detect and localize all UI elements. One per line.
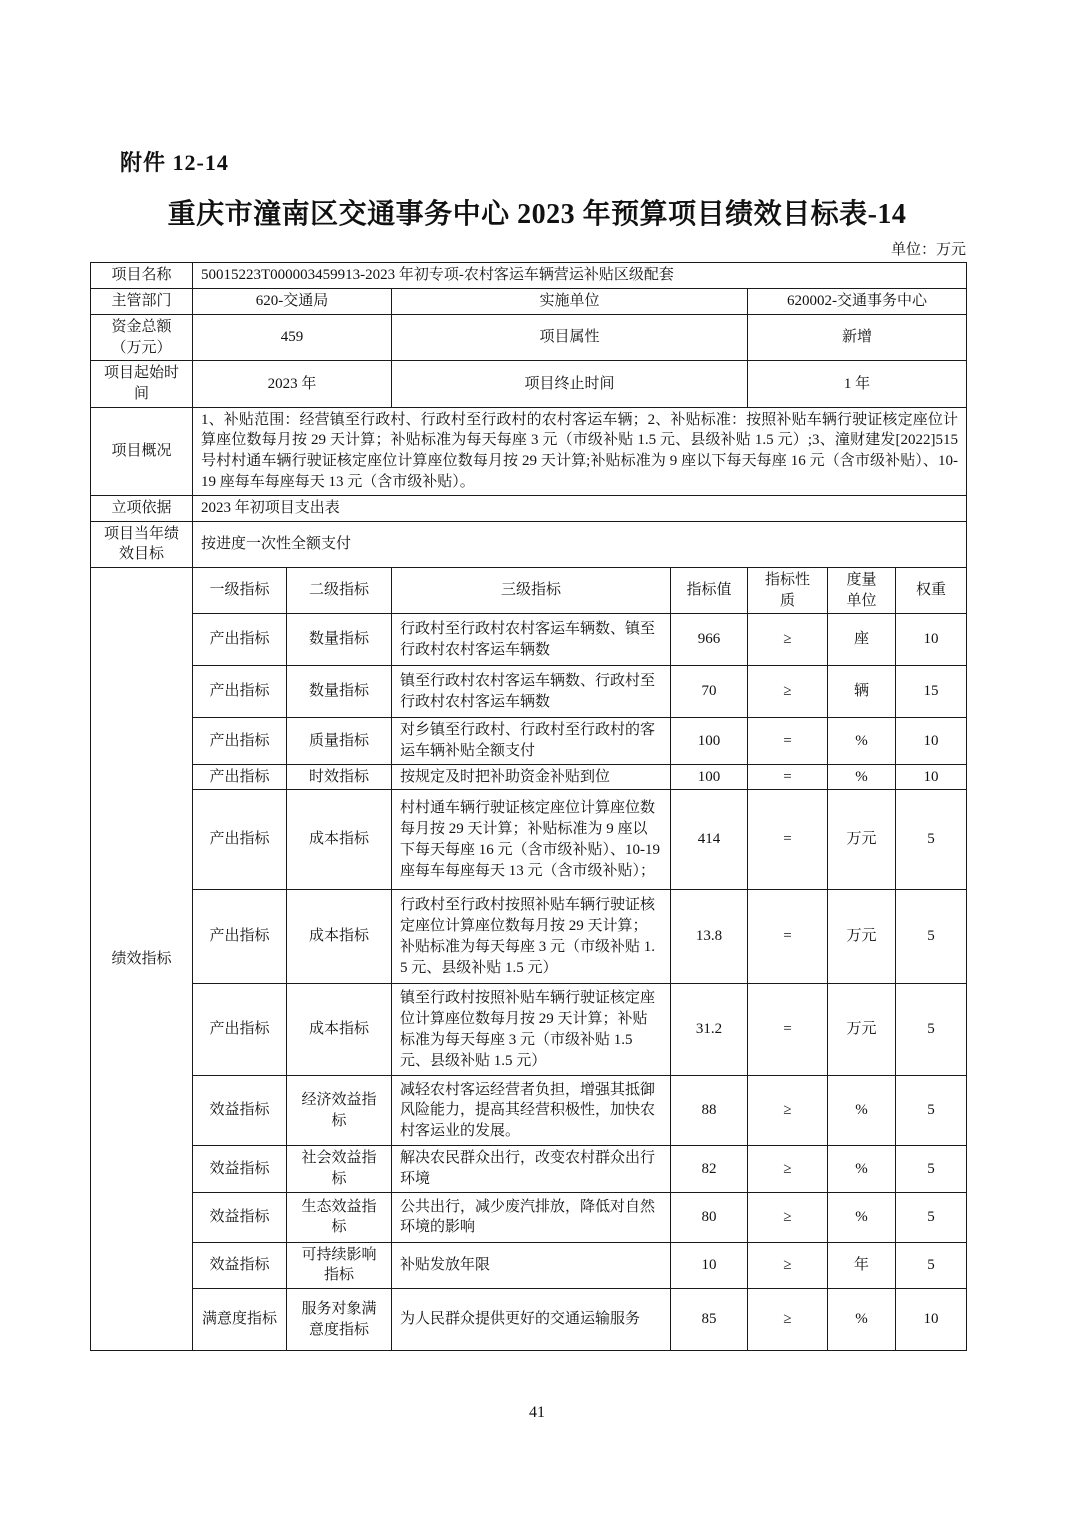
indicator-row (91, 790, 967, 890)
cell-level2: 成本指标 (287, 790, 392, 890)
cell-level3: 解决农民群众出行，改变农村群众出行环境 (392, 1146, 671, 1192)
cell-unit: % (828, 1146, 896, 1192)
cell-unit: % (828, 718, 896, 764)
cell-level1: 产出指标 (193, 718, 287, 764)
cell-level1: 产出指标 (193, 984, 287, 1076)
cell-unit: % (828, 1076, 896, 1146)
indicator-row (91, 1192, 967, 1242)
end-label: 项目终止时间 (392, 361, 748, 407)
cell-level2: 成本指标 (287, 890, 392, 984)
indicator-row (91, 984, 967, 1076)
cell-weight: 10 (896, 614, 967, 666)
impl-label: 实施单位 (392, 289, 748, 315)
unit-note: 单位：万元 (890, 242, 966, 258)
cell-level1: 产出指标 (193, 764, 287, 790)
overview-label: 项目概况 (91, 407, 193, 495)
cell-level2: 可持续影响指标 (287, 1242, 392, 1288)
cell-level3: 镇至行政村按照补贴车辆行驶证核定座位计算座位数每月按 29 天计算；补贴标准为每天每座 3 元（市级补贴 1.5 元、县级补贴 1.5 元） (392, 984, 671, 1076)
cell-weight: 5 (896, 1146, 967, 1192)
cell-level3: 按规定及时把补助资金补贴到位 (392, 764, 671, 790)
cell-level1: 产出指标 (193, 890, 287, 984)
header-value: 指标值 (671, 567, 748, 613)
fund-label: 资金总额（万元） (91, 315, 193, 361)
cell-level1: 产出指标 (193, 790, 287, 890)
cell-value: 13.8 (671, 890, 748, 984)
row-basis (91, 495, 967, 521)
cell-level1: 产出指标 (193, 614, 287, 666)
cell-level2: 数量指标 (287, 614, 392, 666)
row-dates (91, 361, 967, 407)
goal-value: 按进度一次性全额支付 (193, 521, 967, 567)
fund-value: 459 (193, 315, 392, 361)
row-overview (91, 407, 967, 495)
start-label: 项目起始时间 (91, 361, 193, 407)
cell-unit: 万元 (828, 890, 896, 984)
cell-level2: 社会效益指标 (287, 1146, 392, 1192)
cell-value: 966 (671, 614, 748, 666)
cell-unit: 辆 (828, 666, 896, 718)
cell-nature: = (748, 984, 828, 1076)
cell-nature: ≥ (748, 1192, 828, 1242)
row-goal (91, 521, 967, 567)
cell-value: 88 (671, 1076, 748, 1146)
cell-level3: 公共出行，减少废汽排放，降低对自然环境的影响 (392, 1192, 671, 1242)
attr-label: 项目属性 (392, 315, 748, 361)
cell-value: 80 (671, 1192, 748, 1242)
cell-value: 414 (671, 790, 748, 890)
cell-weight: 5 (896, 1242, 967, 1288)
basis-value: 2023 年初项目支出表 (193, 495, 967, 521)
cell-weight: 10 (896, 764, 967, 790)
cell-level2: 生态效益指标 (287, 1192, 392, 1242)
cell-unit: % (828, 764, 896, 790)
page-title: 重庆市潼南区交通事务中心 2023 年预算项目绩效目标表-14 (167, 199, 907, 230)
cell-unit: 座 (828, 614, 896, 666)
indicator-row (91, 614, 967, 666)
cell-level2: 数量指标 (287, 666, 392, 718)
indicator-row (91, 718, 967, 764)
cell-value: 100 (671, 764, 748, 790)
cell-level1: 效益指标 (193, 1076, 287, 1146)
header-nature: 指标性质 (748, 567, 828, 613)
cell-level1: 满意度指标 (193, 1289, 287, 1351)
cell-unit: % (828, 1192, 896, 1242)
cell-level1: 效益指标 (193, 1192, 287, 1242)
cell-level3: 减轻农村客运经营者负担，增强其抵御风险能力，提高其经营积极性，加快农村客运业的发展。 (392, 1076, 671, 1146)
cell-weight: 5 (896, 1192, 967, 1242)
cell-weight: 5 (896, 984, 967, 1076)
header-unit: 度量单位 (828, 567, 896, 613)
cell-nature: ≥ (748, 1242, 828, 1288)
indicator-row (91, 1076, 967, 1146)
header-level3: 三级指标 (392, 567, 671, 613)
attr-value: 新增 (748, 315, 967, 361)
cell-weight: 10 (896, 718, 967, 764)
impl-value: 620002-交通事务中心 (748, 289, 967, 315)
cell-level3: 行政村至行政村按照补贴车辆行驶证核定座位计算座位数每月按 29 天计算；补贴标准为每天每座 3 元（市级补贴 1.5 元、县级补贴 1.5 元） (392, 890, 671, 984)
cell-weight: 15 (896, 666, 967, 718)
basis-label: 立项依据 (91, 495, 193, 521)
indicator-row (91, 666, 967, 718)
page-number: 41 (529, 1404, 545, 1421)
cell-unit: 年 (828, 1242, 896, 1288)
cell-level3: 镇至行政村农村客运车辆数、行政村至行政村农村客运车辆数 (392, 666, 671, 718)
cell-weight: 10 (896, 1289, 967, 1351)
cell-weight: 5 (896, 790, 967, 890)
header-weight: 权重 (896, 567, 967, 613)
header-level1: 一级指标 (193, 567, 287, 613)
project-name-value: 50015223T000003459913-2023 年初专项-农村客运车辆营运补贴区级配套 (193, 263, 967, 289)
indicator-row (91, 1242, 967, 1288)
indicator-row (91, 1289, 967, 1351)
cell-level1: 效益指标 (193, 1242, 287, 1288)
cell-weight: 5 (896, 890, 967, 984)
cell-level2: 质量指标 (287, 718, 392, 764)
cell-value: 10 (671, 1242, 748, 1288)
cell-level1: 产出指标 (193, 666, 287, 718)
cell-level2: 时效指标 (287, 764, 392, 790)
cell-unit: % (828, 1289, 896, 1351)
indicator-row (91, 764, 967, 790)
cell-level1: 效益指标 (193, 1146, 287, 1192)
dept-value: 620-交通局 (193, 289, 392, 315)
cell-nature: ≥ (748, 614, 828, 666)
cell-nature: = (748, 718, 828, 764)
cell-value: 70 (671, 666, 748, 718)
cell-unit: 万元 (828, 984, 896, 1076)
start-value: 2023 年 (193, 361, 392, 407)
cell-value: 82 (671, 1146, 748, 1192)
end-value: 1 年 (748, 361, 967, 407)
cell-nature: = (748, 790, 828, 890)
cell-unit: 万元 (828, 790, 896, 890)
cell-level2: 经济效益指标 (287, 1076, 392, 1146)
dept-label: 主管部门 (91, 289, 193, 315)
cell-weight: 5 (896, 1076, 967, 1146)
cell-nature: ≥ (748, 666, 828, 718)
cell-level3: 为人民群众提供更好的交通运输服务 (392, 1289, 671, 1351)
cell-nature: = (748, 890, 828, 984)
goal-label: 项目当年绩效目标 (91, 521, 193, 567)
project-name-label: 项目名称 (91, 263, 193, 289)
cell-level2: 成本指标 (287, 984, 392, 1076)
attachment-label: 附件 12-14 (120, 150, 229, 175)
cell-level3: 行政村至行政村农村客运车辆数、镇至行政村农村客运车辆数 (392, 614, 671, 666)
header-level2: 二级指标 (287, 567, 392, 613)
row-fund (91, 315, 967, 361)
cell-nature: = (748, 764, 828, 790)
indicators-section-label: 绩效指标 (91, 567, 193, 1350)
indicator-row (91, 1146, 967, 1192)
cell-level3: 补贴发放年限 (392, 1242, 671, 1288)
cell-level3: 对乡镇至行政村、行政村至行政村的客运车辆补贴全额支付 (392, 718, 671, 764)
performance-target-table (90, 262, 967, 1351)
cell-value: 100 (671, 718, 748, 764)
row-department (91, 289, 967, 315)
indicator-header-row (91, 567, 967, 613)
cell-value: 85 (671, 1289, 748, 1351)
indicator-row (91, 890, 967, 984)
cell-nature: ≥ (748, 1146, 828, 1192)
cell-value: 31.2 (671, 984, 748, 1076)
cell-level2: 服务对象满意度指标 (287, 1289, 392, 1351)
overview-value: 1、补贴范围：经营镇至行政村、行政村至行政村的农村客运车辆；2、补贴标准：按照补贴车辆行驶证核定座位计算座位数每月按 29 天计算；补贴标准为每天每座 3 元（市级补贴 1.5 元、县级补贴 1.5 元）;3、潼财建发[2022]515 号村村通车辆行驶证核定座位计算座位数每月按 29 天计算;补贴标准为 9 座以下每天每座 16 元（含市级补贴）、10-19 座每车每座每天 13 元（含市级补贴）。 (193, 407, 967, 495)
row-project-name (91, 263, 967, 289)
cell-level3: 村村通车辆行驶证核定座位计算座位数每月按 29 天计算；补贴标准为 9 座以下每天每座 16 元（含市级补贴）、10-19 座每车每座每天 13 元（含市级补贴）； (392, 790, 671, 890)
cell-nature: ≥ (748, 1076, 828, 1146)
cell-nature: ≥ (748, 1289, 828, 1351)
